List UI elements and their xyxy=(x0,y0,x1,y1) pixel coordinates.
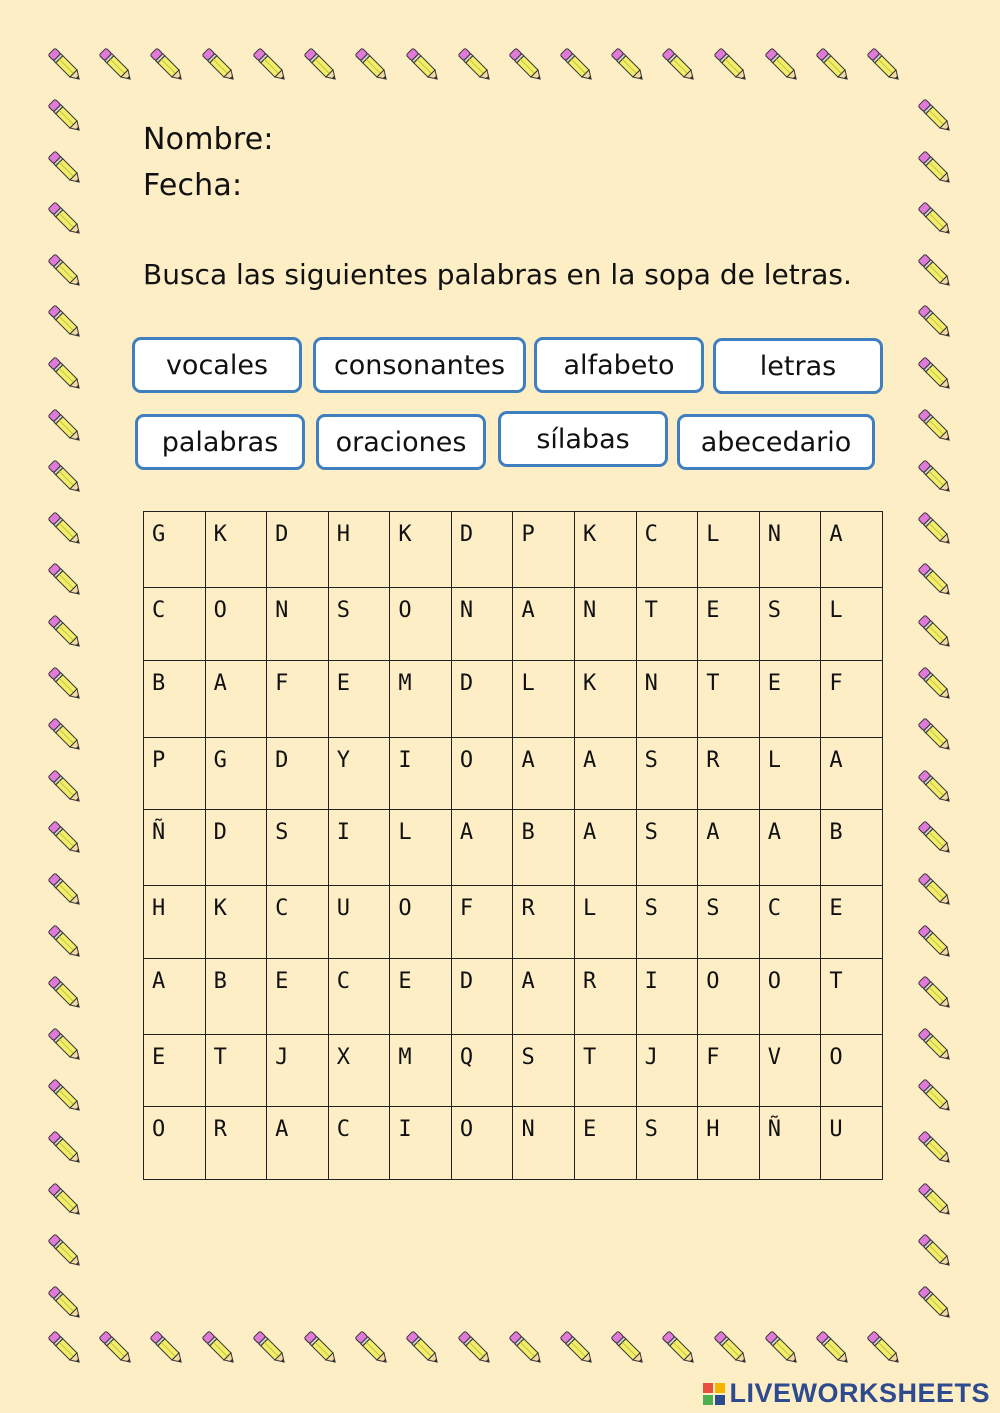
pencil-icon xyxy=(912,1228,958,1274)
pencil-icon xyxy=(452,1325,498,1371)
grid-cell[interactable]: X xyxy=(328,1035,390,1107)
pencil-icon xyxy=(759,1325,805,1371)
grid-cell[interactable]: B xyxy=(205,959,267,1035)
grid-cell[interactable]: H xyxy=(328,512,390,588)
grid-cell[interactable]: S xyxy=(759,588,821,661)
grid-cell[interactable]: D xyxy=(267,512,329,588)
grid-cell[interactable]: N xyxy=(451,588,513,661)
grid-cell[interactable]: B xyxy=(821,810,883,886)
grid-cell[interactable]: O xyxy=(698,959,760,1035)
grid-cell[interactable]: T xyxy=(698,661,760,738)
grid-cell[interactable]: B xyxy=(144,661,206,738)
grid-cell[interactable]: A xyxy=(575,738,637,810)
grid-row xyxy=(144,1107,883,1180)
pencil-icon xyxy=(708,42,754,88)
pencil-icon xyxy=(912,1125,958,1171)
pencil-icon xyxy=(656,42,702,88)
pencil-icon xyxy=(912,919,958,965)
grid-cell[interactable]: A xyxy=(575,810,637,886)
pencil-icon xyxy=(912,1073,958,1119)
grid-cell[interactable]: Q xyxy=(451,1035,513,1107)
word-box-abecedario[interactable]: abecedario xyxy=(677,414,875,470)
pencil-icon xyxy=(298,1325,344,1371)
grid-cell[interactable]: M xyxy=(390,661,452,738)
grid-cell[interactable]: K xyxy=(205,886,267,959)
grid-cell[interactable]: S xyxy=(328,588,390,661)
pencil-icon xyxy=(42,42,88,88)
pencil-icon xyxy=(605,1325,651,1371)
grid-cell[interactable]: E xyxy=(328,661,390,738)
grid-cell[interactable]: I xyxy=(636,959,698,1035)
grid-cell[interactable]: Ñ xyxy=(144,810,206,886)
brand-footer xyxy=(703,1378,990,1409)
grid-cell[interactable]: D xyxy=(451,512,513,588)
word-box-letras[interactable]: letras xyxy=(713,338,883,394)
grid-cell[interactable]: F xyxy=(698,1035,760,1107)
grid-cell[interactable]: C xyxy=(328,959,390,1035)
grid-cell[interactable]: N xyxy=(759,512,821,588)
pencil-icon xyxy=(42,93,88,139)
pencil-icon xyxy=(400,42,446,88)
pencil-icon xyxy=(912,764,958,810)
pencil-icon xyxy=(42,351,88,397)
grid-cell[interactable]: I xyxy=(328,810,390,886)
pencil-icon xyxy=(42,506,88,552)
grid-cell[interactable]: D xyxy=(267,738,329,810)
grid-cell[interactable]: A xyxy=(144,959,206,1035)
pencil-icon xyxy=(42,454,88,500)
pencil-icon xyxy=(912,712,958,758)
pencil-icon xyxy=(912,815,958,861)
pencil-icon xyxy=(912,93,958,139)
pencil-icon xyxy=(247,1325,293,1371)
pencil-icon xyxy=(912,454,958,500)
grid-row xyxy=(144,661,883,738)
pencil-icon xyxy=(912,970,958,1016)
grid-cell[interactable]: C xyxy=(328,1107,390,1180)
grid-cell[interactable]: L xyxy=(821,588,883,661)
grid-row xyxy=(144,738,883,810)
grid-cell[interactable]: D xyxy=(205,810,267,886)
pencil-icon xyxy=(912,1022,958,1068)
pencil-icon xyxy=(196,1325,242,1371)
pencil-icon xyxy=(42,145,88,191)
grid-cell[interactable]: U xyxy=(328,886,390,959)
grid-cell[interactable]: D xyxy=(451,959,513,1035)
grid-cell[interactable]: L xyxy=(390,810,452,886)
grid-cell[interactable]: O xyxy=(390,886,452,959)
grid-cell[interactable]: O xyxy=(759,959,821,1035)
grid-row xyxy=(144,588,883,661)
word-box-oraciones[interactable]: oraciones xyxy=(316,414,486,470)
grid-cell[interactable]: I xyxy=(390,738,452,810)
grid-cell[interactable]: J xyxy=(636,1035,698,1107)
date-label: Fecha: xyxy=(143,168,243,203)
pencil-icon xyxy=(42,299,88,345)
grid-cell[interactable]: S xyxy=(636,810,698,886)
pencil-icon xyxy=(912,351,958,397)
word-box-consonantes[interactable]: consonantes xyxy=(313,337,526,393)
grid-cell[interactable]: S xyxy=(636,886,698,959)
grid-cell[interactable]: N xyxy=(513,1107,575,1180)
grid-cell[interactable]: I xyxy=(390,1107,452,1180)
grid-cell[interactable]: J xyxy=(267,1035,329,1107)
pencil-icon xyxy=(42,403,88,449)
grid-row xyxy=(144,959,883,1035)
word-box-palabras[interactable]: palabras xyxy=(135,414,305,470)
pencil-icon xyxy=(42,1228,88,1274)
grid-cell[interactable]: S xyxy=(513,1035,575,1107)
pencil-icon xyxy=(42,764,88,810)
grid-cell[interactable]: U xyxy=(821,1107,883,1180)
grid-cell[interactable]: V xyxy=(759,1035,821,1107)
grid-row xyxy=(144,886,883,959)
grid-row xyxy=(144,1035,883,1107)
pencil-icon xyxy=(912,609,958,655)
grid-cell[interactable]: B xyxy=(513,810,575,886)
grid-cell[interactable]: R xyxy=(513,886,575,959)
grid-cell[interactable]: A xyxy=(513,959,575,1035)
pencil-icon xyxy=(144,42,190,88)
grid-cell[interactable]: A xyxy=(821,738,883,810)
grid-cell[interactable]: O xyxy=(451,738,513,810)
pencil-icon xyxy=(42,1280,88,1326)
pencil-icon xyxy=(349,1325,395,1371)
grid-cell[interactable]: A xyxy=(267,1107,329,1180)
grid-cell[interactable]: S xyxy=(636,738,698,810)
liveworksheets-logo-icon xyxy=(703,1383,725,1405)
pencil-icon xyxy=(912,506,958,552)
grid-cell[interactable]: E xyxy=(390,959,452,1035)
pencil-icon xyxy=(452,42,498,88)
pencil-icon xyxy=(298,42,344,88)
grid-cell[interactable]: L xyxy=(513,661,575,738)
grid-cell[interactable]: G xyxy=(205,738,267,810)
grid-cell[interactable]: A xyxy=(821,512,883,588)
grid-cell[interactable]: K xyxy=(205,512,267,588)
grid-cell[interactable]: E xyxy=(267,959,329,1035)
grid-cell[interactable]: L xyxy=(698,512,760,588)
grid-cell[interactable]: O xyxy=(144,1107,206,1180)
grid-cell[interactable]: O xyxy=(821,1035,883,1107)
pencil-icon xyxy=(605,42,651,88)
pencil-icon xyxy=(759,42,805,88)
pencil-icon xyxy=(912,196,958,242)
pencil-icon xyxy=(810,42,856,88)
pencil-icon xyxy=(42,1125,88,1171)
grid-cell[interactable]: C xyxy=(636,512,698,588)
grid-cell[interactable]: G xyxy=(144,512,206,588)
grid-cell[interactable]: A xyxy=(451,810,513,886)
pencil-icon xyxy=(42,970,88,1016)
grid-cell[interactable]: E xyxy=(821,886,883,959)
pencil-icon xyxy=(42,196,88,242)
grid-cell[interactable]: R xyxy=(575,959,637,1035)
grid-cell[interactable]: A xyxy=(513,588,575,661)
grid-cell[interactable]: O xyxy=(451,1107,513,1180)
word-search-grid xyxy=(143,511,883,1180)
pencil-icon xyxy=(400,1325,446,1371)
grid-cell[interactable]: F xyxy=(821,661,883,738)
grid-cell[interactable]: A xyxy=(205,661,267,738)
grid-cell[interactable]: T xyxy=(575,1035,637,1107)
grid-cell[interactable]: Y xyxy=(328,738,390,810)
grid-cell[interactable]: P xyxy=(144,738,206,810)
grid-cell[interactable]: K xyxy=(390,512,452,588)
grid-cell[interactable]: R xyxy=(698,738,760,810)
pencil-icon xyxy=(656,1325,702,1371)
pencil-icon xyxy=(42,248,88,294)
pencil-icon xyxy=(42,1022,88,1068)
pencil-icon xyxy=(42,1325,88,1371)
pencil-icon xyxy=(42,661,88,707)
grid-cell[interactable]: K xyxy=(575,661,637,738)
brand-name: LIVEWORKSHEETS xyxy=(729,1378,990,1408)
grid-cell[interactable]: S xyxy=(698,886,760,959)
grid-cell[interactable]: E xyxy=(575,1107,637,1180)
pencil-icon xyxy=(247,42,293,88)
pencil-icon xyxy=(42,1073,88,1119)
pencil-icon xyxy=(554,42,600,88)
grid-cell[interactable]: R xyxy=(205,1107,267,1180)
pencil-icon xyxy=(93,42,139,88)
pencil-icon xyxy=(42,815,88,861)
grid-cell[interactable]: F xyxy=(451,886,513,959)
pencil-icon xyxy=(912,248,958,294)
grid-cell[interactable]: Ñ xyxy=(759,1107,821,1180)
word-box-alfabeto[interactable]: alfabeto xyxy=(534,337,704,393)
pencil-icon xyxy=(144,1325,190,1371)
grid-cell[interactable]: E xyxy=(698,588,760,661)
pencil-icon xyxy=(42,867,88,913)
grid-cell[interactable]: N xyxy=(575,588,637,661)
grid-cell[interactable]: L xyxy=(575,886,637,959)
pencil-icon xyxy=(503,1325,549,1371)
pencil-icon xyxy=(912,403,958,449)
grid-cell[interactable]: E xyxy=(759,661,821,738)
grid-cell[interactable]: E xyxy=(144,1035,206,1107)
grid-cell[interactable]: S xyxy=(636,1107,698,1180)
pencil-icon xyxy=(912,557,958,603)
grid-cell[interactable]: K xyxy=(575,512,637,588)
pencil-icon xyxy=(42,712,88,758)
grid-cell[interactable]: N xyxy=(267,588,329,661)
pencil-icon xyxy=(912,1177,958,1223)
grid-row xyxy=(144,810,883,886)
grid-cell[interactable]: F xyxy=(267,661,329,738)
pencil-icon xyxy=(554,1325,600,1371)
pencil-icon xyxy=(349,42,395,88)
grid-cell[interactable]: O xyxy=(390,588,452,661)
instruction-text: Busca las siguientes palabras en la sopa de letras. xyxy=(143,258,852,291)
grid-cell[interactable]: H xyxy=(144,886,206,959)
name-label: Nombre: xyxy=(143,122,274,157)
grid-cell[interactable]: A xyxy=(698,810,760,886)
pencil-icon xyxy=(708,1325,754,1371)
pencil-icon xyxy=(861,1325,907,1371)
grid-cell[interactable]: C xyxy=(144,588,206,661)
grid-cell[interactable]: M xyxy=(390,1035,452,1107)
word-box-vocales[interactable]: vocales xyxy=(132,337,302,393)
grid-cell[interactable]: O xyxy=(205,588,267,661)
pencil-icon xyxy=(42,557,88,603)
pencil-icon xyxy=(912,1280,958,1326)
grid-cell[interactable]: S xyxy=(267,810,329,886)
pencil-icon xyxy=(93,1325,139,1371)
grid-cell[interactable]: T xyxy=(205,1035,267,1107)
pencil-icon xyxy=(912,299,958,345)
grid-cell[interactable]: C xyxy=(267,886,329,959)
pencil-icon xyxy=(912,145,958,191)
pencil-icon xyxy=(861,42,907,88)
grid-cell[interactable]: A xyxy=(759,810,821,886)
pencil-icon xyxy=(42,609,88,655)
grid-cell[interactable]: C xyxy=(759,886,821,959)
pencil-icon xyxy=(42,919,88,965)
grid-cell[interactable]: N xyxy=(636,661,698,738)
grid-cell[interactable]: L xyxy=(759,738,821,810)
grid-cell[interactable]: P xyxy=(513,512,575,588)
grid-cell[interactable]: T xyxy=(821,959,883,1035)
pencil-icon xyxy=(810,1325,856,1371)
grid-cell[interactable]: H xyxy=(698,1107,760,1180)
pencil-icon xyxy=(196,42,242,88)
pencil-icon xyxy=(912,661,958,707)
word-box-silabas[interactable]: sílabas xyxy=(498,411,668,467)
pencil-icon xyxy=(912,867,958,913)
grid-row xyxy=(144,512,883,588)
grid-cell[interactable]: T xyxy=(636,588,698,661)
grid-cell[interactable]: D xyxy=(451,661,513,738)
grid-cell[interactable]: A xyxy=(513,738,575,810)
pencil-icon xyxy=(42,1177,88,1223)
pencil-icon xyxy=(503,42,549,88)
